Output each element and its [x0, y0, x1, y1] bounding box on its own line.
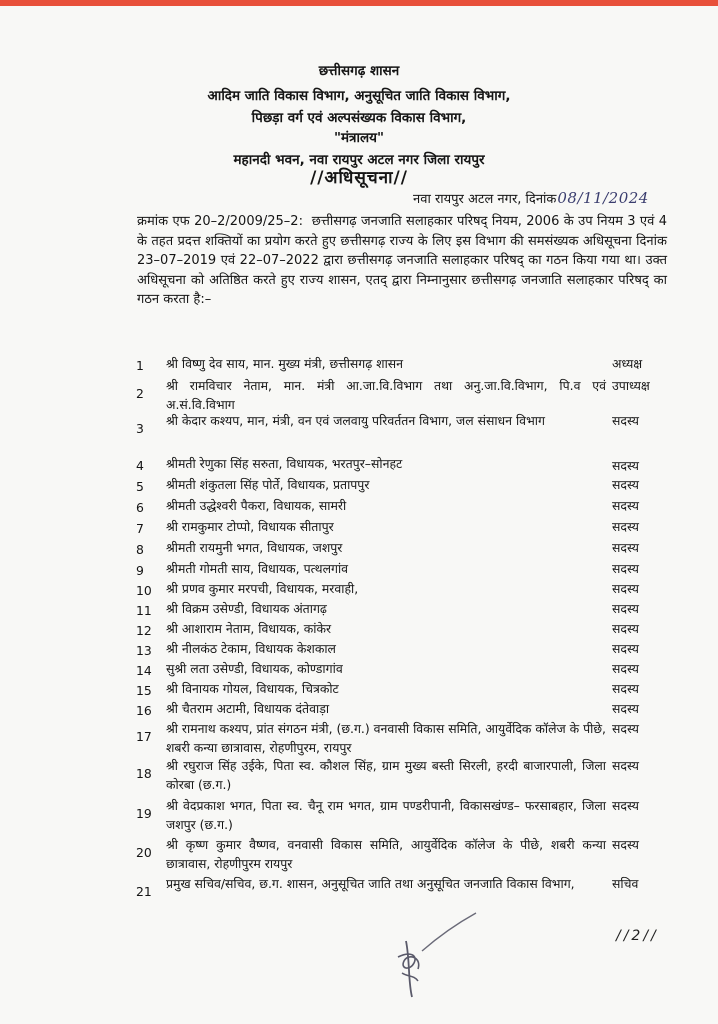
member-number: 9	[136, 563, 144, 578]
member-role: सदस्य	[612, 561, 639, 576]
member-details: श्री रामकुमार टोप्पो, विधायक सीतापुर	[166, 519, 334, 534]
member-role: सदस्य	[612, 661, 639, 676]
member-details: सुश्री लता उसेण्डी, विधायक, कोण्डागांव	[166, 661, 343, 676]
header-departments-2: पिछड़ा वर्ग एवं अल्पसंख्यक विकास विभाग,	[251, 110, 467, 126]
member-role: सदस्य	[612, 581, 639, 596]
member-details: श्री कृष्ण कुमार वैष्णव, वनवासी विकास समिति, आयुर्वेदिक कॉलेज के पीछे, शबरी कन्या छात्रावास, रोहणीपुरम रायपुर	[166, 837, 606, 871]
intro-paragraph	[137, 212, 667, 310]
member-role: सदस्य	[612, 621, 639, 636]
member-role: सदस्य	[612, 798, 639, 813]
member-number: 15	[136, 683, 152, 698]
notification-title: //अधिसूचना//	[310, 168, 408, 188]
member-number: 14	[136, 663, 152, 678]
member-number: 3	[136, 421, 144, 436]
member-details: श्री रघुराज सिंह उईके, पिता स्व. कौशल सिंह, ग्राम मुख्य बस्ती सिरली, हरदी बाजारपाली, जिला कोरबा (छ.ग.)	[166, 758, 606, 792]
member-details: श्री रामविचार नेताम, मान. मंत्री आ.जा.वि.विभाग तथा अनु.जा.वि.विभाग, पि.व एवं अ.सं.वि.विभाग	[166, 378, 606, 412]
member-number: 5	[136, 479, 144, 494]
member-number: 20	[136, 845, 152, 860]
member-details: श्री केदार कश्यप, मान, मंत्री, वन एवं जलवायु परिवर्ततन विभाग, जल संसाधन विभाग	[166, 413, 545, 428]
member-role: सदस्य	[612, 540, 639, 555]
member-details: श्रीमती उद्धेश्वरी पैकरा, विधायक, सामरी	[166, 498, 347, 513]
member-role: अध्यक्ष	[612, 356, 643, 371]
member-number: 19	[136, 806, 152, 821]
member-number: 17	[136, 729, 152, 744]
member-number: 16	[136, 703, 152, 718]
member-number: 2	[136, 386, 144, 401]
header-departments-1: आदिम जाति विकास विभाग, अनुसूचित जाति विकास विभाग,	[207, 88, 511, 104]
handwritten-date: 08/11/2024	[557, 189, 649, 207]
member-role: सदस्य	[612, 519, 639, 534]
member-role: सदस्य	[612, 413, 639, 428]
header-government: छत्तीसगढ़ शासन	[318, 63, 400, 79]
member-role: सदस्य	[612, 701, 639, 716]
member-details: श्री विक्रम उसेण्डी, विधायक अंतागढ़	[166, 601, 327, 616]
member-number: 8	[136, 542, 144, 557]
member-details: श्री रामनाथ कश्यप, प्रांत संगठन मंत्री, (छ.ग.) वनवासी विकास समिति, आयुर्वेदिक कॉलेज के पीछे, शबरी कन्या छात्रावास, रोहणीपुरम, रायपुर	[166, 721, 606, 755]
member-details: श्री नीलकंठ टेकाम, विधायक केशकाल	[166, 641, 336, 656]
member-number: 1	[136, 358, 144, 373]
member-role: सदस्य	[612, 758, 639, 773]
header-mantralaya: "मंत्रालय"	[333, 130, 385, 146]
member-details: श्रीमती रायमुनी भगत, विधायक, जशपुर	[166, 540, 343, 555]
reference-number: क्रमांक एफ 20–2/2009/25–2:	[137, 214, 303, 229]
member-number: 10	[136, 583, 152, 598]
member-number: 12	[136, 623, 152, 638]
member-number: 4	[136, 458, 144, 473]
member-details: श्रीमती शंकुतला सिंह पोर्ते, विधायक, प्रतापपुर	[166, 477, 370, 492]
member-number: 21	[136, 884, 152, 899]
member-role: सदस्य	[612, 681, 639, 696]
member-number: 6	[136, 500, 144, 515]
page-number-marker: //2//	[616, 928, 659, 944]
member-role: सदस्य	[612, 498, 639, 513]
member-role: उपाध्यक्ष	[612, 378, 650, 393]
member-number: 11	[136, 603, 152, 618]
member-details: श्री विनायक गोयल, विधायक, चित्रकोट	[166, 681, 339, 696]
member-role: सचिव	[612, 876, 639, 891]
member-details: श्री विष्णु देव साय, मान. मुख्य मंत्री, छत्तीसगढ़ शासन	[166, 356, 404, 371]
member-details: प्रमुख सचिव/सचिव, छ.ग. शासन, अनुसूचित जाति तथा अनुसूचित जनजाति विकास विभाग,	[166, 876, 575, 891]
member-role: सदस्य	[612, 601, 639, 616]
member-role: सदस्य	[612, 477, 639, 492]
member-number: 18	[136, 766, 152, 781]
member-details: श्री चैतराम अटामी, विधायक दंतेवाड़ा	[166, 701, 330, 716]
member-number: 13	[136, 643, 152, 658]
place-date-line	[413, 189, 649, 207]
member-role: सदस्य	[612, 721, 639, 736]
member-role: सदस्य	[612, 641, 639, 656]
member-details: श्री वेदप्रकाश भगत, पिता स्व. चैनू राम भगत, ग्राम पण्डरीपानी, विकासखंण्ड– फरसाबहार, जिला जशपुर (छ.ग.)	[166, 798, 606, 832]
member-details: श्री आशाराम नेताम, विधायक, कांकेर	[166, 621, 332, 636]
member-number: 7	[136, 521, 144, 536]
member-details: श्री प्रणव कुमार मरपची, विधायक, मरवाही,	[166, 581, 359, 596]
signature-mark	[388, 911, 480, 1001]
header-address: महानदी भवन, नवा रायपुर अटल नगर जिला रायपुर	[233, 152, 485, 168]
place-label: नवा रायपुर अटल नगर, दिनांक	[413, 192, 557, 207]
member-details: श्रीमती रेणुका सिंह सरुता, विधायक, भरतपुर–सोनहट	[166, 456, 403, 471]
member-role: सदस्य	[612, 837, 639, 852]
intro-body: छत्तीसगढ़ जनजाति सलाहकार परिषद् नियम, 2006 के उप नियम 3 एवं 4 के तहत प्रदत्त शक्तियों का प्रयोग करते हुए छत्तीसगढ़ राज्य के लिए इस विभाग की समसंख्यक अधिसूचना दिनांक 23–07–2019 एवं 22–07–2022 द्वारा छत्तीसगढ़ जनजाति सलाहकार परिषद् का गठन किया गया था। उक्त अधिसूचना को अतिष्ठित करते हुए राज्य शासन, एतद् द्वारा निम्नानुसार छत्तीसगढ़ जनजाति सलाहकार परिषद् का गठन करता है:–	[137, 214, 668, 308]
member-details: श्रीमती गोमती साय, विधायक, पत्थलगांव	[166, 561, 349, 576]
document-page	[0, 6, 718, 1024]
member-role: सदस्य	[612, 458, 639, 473]
